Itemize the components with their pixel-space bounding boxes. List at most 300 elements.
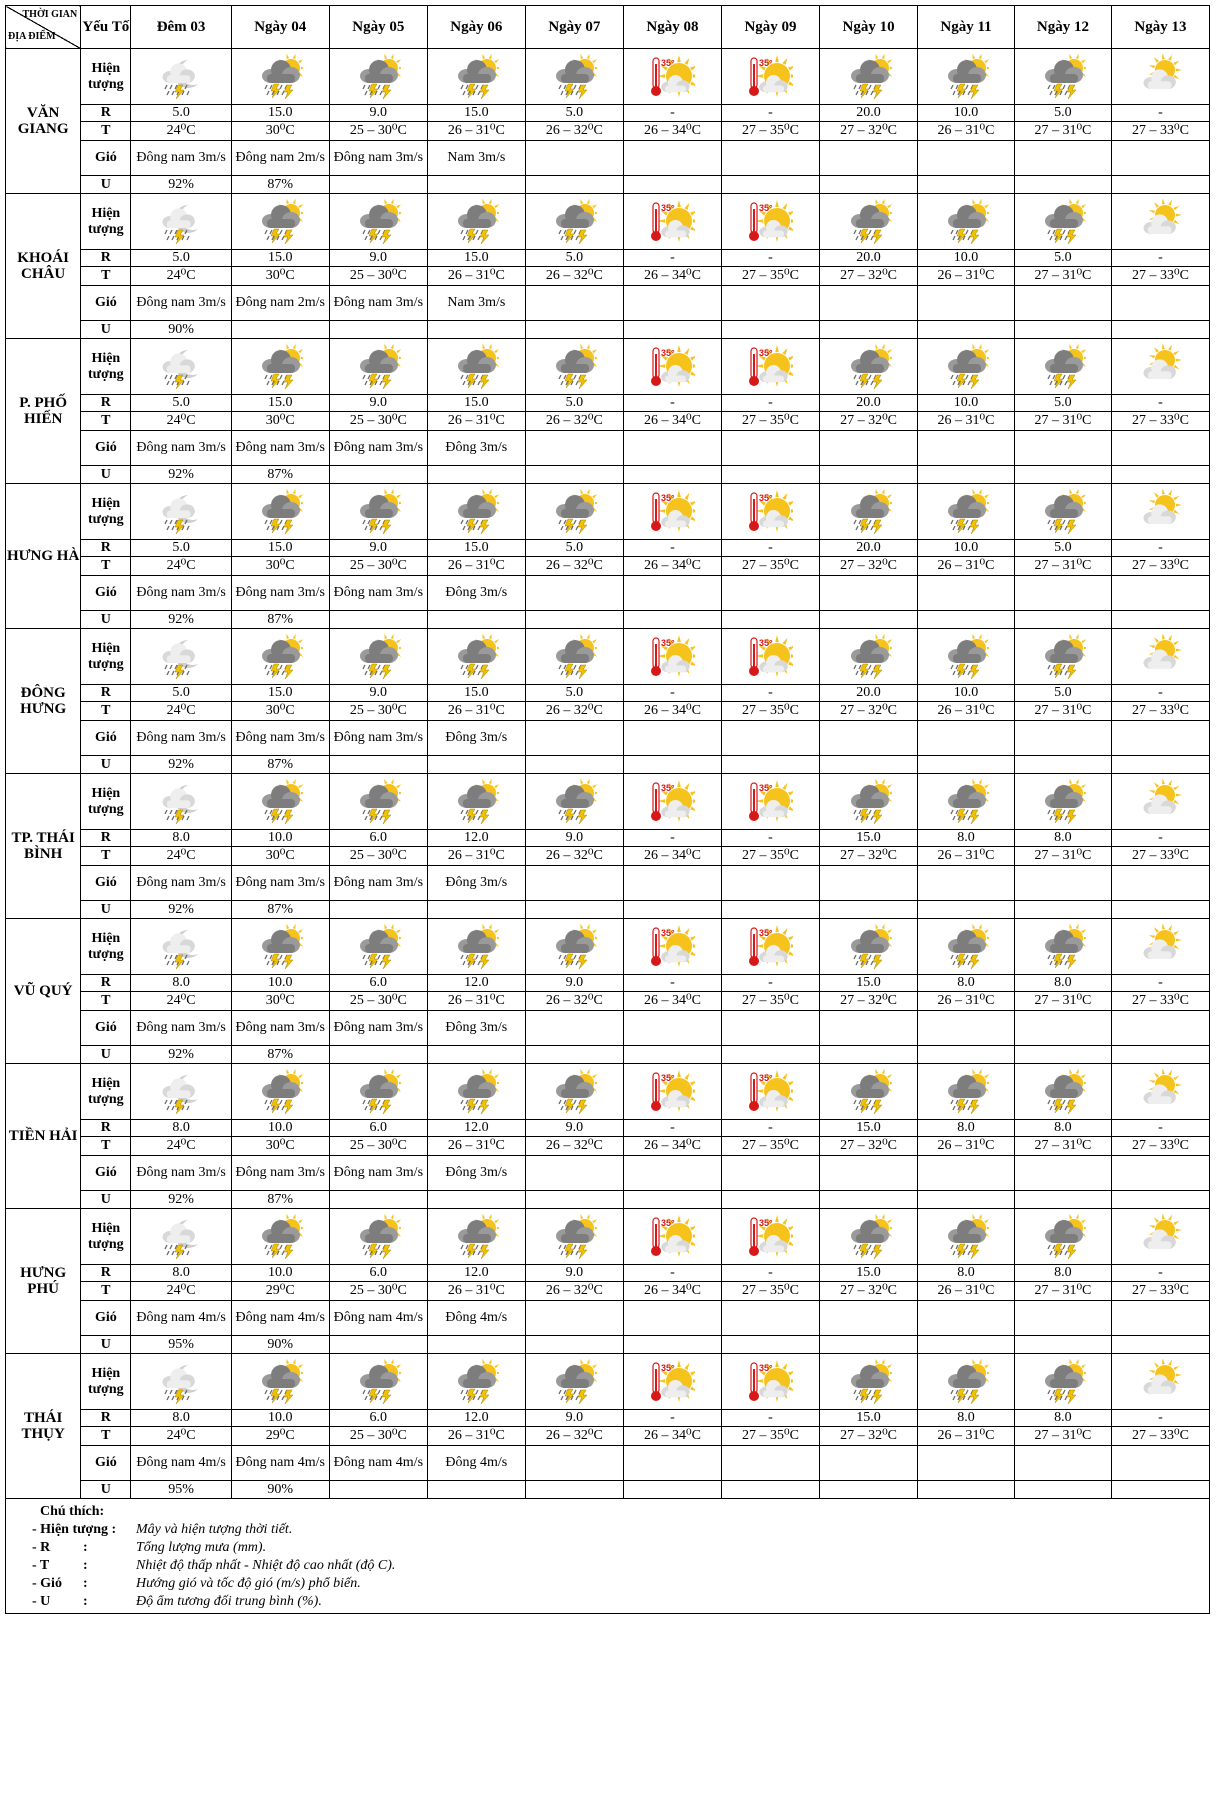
wind-value: Đông nam 4m/s xyxy=(131,1446,231,1481)
humidity-value xyxy=(820,176,918,194)
temp-value: 27 – 35⁰C xyxy=(721,412,819,431)
hot-sun-35-icon xyxy=(649,1069,695,1115)
humidity-value xyxy=(329,1191,427,1209)
wind-value xyxy=(918,1156,1015,1191)
svg-text:35°: 35° xyxy=(661,347,676,358)
rain-value: 8.0 xyxy=(1014,830,1111,847)
thunderstorm-icon xyxy=(355,779,401,825)
factor-u: U xyxy=(81,1191,131,1209)
legend-key xyxy=(32,1557,136,1575)
header-day: Ngày 05 xyxy=(329,6,427,49)
wind-row xyxy=(6,1446,1210,1481)
legend-description: Mây và hiện tượng thời tiết. xyxy=(136,1522,293,1537)
night-cloud-showers-icon xyxy=(158,1069,204,1115)
humidity-value xyxy=(1014,466,1111,484)
temp-value: 25 – 30⁰C xyxy=(329,847,427,866)
location-name: HƯNG PHÚ xyxy=(6,1209,81,1354)
svg-text:35°: 35° xyxy=(759,57,774,68)
legend-key-text: - Hiện tượng xyxy=(32,1522,109,1537)
temp-value: 26 – 31⁰C xyxy=(427,557,525,576)
wind-row xyxy=(6,1156,1210,1191)
temp-value: 27 – 35⁰C xyxy=(721,702,819,721)
wind-value: Đông nam 3m/s xyxy=(231,431,329,466)
factor-t: T xyxy=(81,412,131,431)
humidity-value xyxy=(1111,176,1209,194)
svg-text:35°: 35° xyxy=(759,1362,774,1373)
wind-value xyxy=(525,1011,623,1046)
rain-value: 15.0 xyxy=(231,685,329,702)
rain-value: 6.0 xyxy=(329,1120,427,1137)
thunderstorm-icon xyxy=(257,344,303,390)
rain-value: - xyxy=(1111,540,1209,557)
weather-icon-cell xyxy=(721,194,819,250)
thunderstorm-icon xyxy=(355,924,401,970)
weather-icon-cell xyxy=(820,194,918,250)
temp-value: 26 – 31⁰C xyxy=(918,412,1015,431)
phenomenon-row xyxy=(6,1209,1210,1265)
wind-value xyxy=(623,866,721,901)
svg-text:35°: 35° xyxy=(661,492,676,503)
temp-value: 26 – 34⁰C xyxy=(623,122,721,141)
rain-value: - xyxy=(1111,1410,1209,1427)
temp-value: 26 – 31⁰C xyxy=(918,702,1015,721)
thunderstorm-icon xyxy=(453,1359,499,1405)
weather-icon-cell xyxy=(918,774,1015,830)
humidity-value xyxy=(525,756,623,774)
weather-icon-cell xyxy=(329,774,427,830)
wind-value xyxy=(525,141,623,176)
temp-value: 26 – 32⁰C xyxy=(525,122,623,141)
humidity-value xyxy=(918,1046,1015,1064)
factor-r: R xyxy=(81,540,131,557)
temp-value: 27 – 33⁰C xyxy=(1111,557,1209,576)
factor-wind: Gió xyxy=(81,721,131,756)
temp-row xyxy=(6,847,1210,866)
temp-value: 27 – 32⁰C xyxy=(820,557,918,576)
temp-value: 25 – 30⁰C xyxy=(329,992,427,1011)
rain-value: 9.0 xyxy=(329,395,427,412)
rain-value: - xyxy=(721,975,819,992)
rain-value: 8.0 xyxy=(131,1120,231,1137)
factor-r: R xyxy=(81,1265,131,1282)
thunderstorm-icon xyxy=(846,924,892,970)
rain-value: 6.0 xyxy=(329,1410,427,1427)
humidity-row xyxy=(6,611,1210,629)
temp-value: 30⁰C xyxy=(231,122,329,141)
rain-value: 8.0 xyxy=(131,1410,231,1427)
rain-value: 9.0 xyxy=(329,540,427,557)
wind-value: Đông nam 3m/s xyxy=(231,1011,329,1046)
header-day: Ngày 04 xyxy=(231,6,329,49)
weather-icon-cell xyxy=(131,1354,231,1410)
legend-description: Độ ẩm tương đối trung bình (%). xyxy=(136,1594,322,1609)
thunderstorm-icon xyxy=(1040,489,1086,535)
phenomenon-row xyxy=(6,49,1210,105)
phenomenon-row xyxy=(6,1064,1210,1120)
factor-t: T xyxy=(81,267,131,286)
thunderstorm-icon xyxy=(551,54,597,100)
humidity-value xyxy=(1014,321,1111,339)
factor-phenomenon: Hiện tượng xyxy=(81,1064,131,1120)
humidity-value: 92% xyxy=(131,611,231,629)
weather-icon-cell xyxy=(427,1354,525,1410)
wind-value xyxy=(721,721,819,756)
factor-u: U xyxy=(81,176,131,194)
legend xyxy=(5,1499,1210,1614)
thunderstorm-icon xyxy=(1040,199,1086,245)
temp-row xyxy=(6,702,1210,721)
thunderstorm-icon xyxy=(846,1359,892,1405)
humidity-value xyxy=(721,1191,819,1209)
weather-icon-cell xyxy=(721,1209,819,1265)
thunderstorm-icon xyxy=(943,1069,989,1115)
wind-value xyxy=(525,286,623,321)
thunderstorm-icon xyxy=(551,779,597,825)
humidity-value xyxy=(525,1191,623,1209)
weather-icon-cell xyxy=(131,774,231,830)
wind-value: Đông 3m/s xyxy=(427,866,525,901)
legend-separator: : xyxy=(111,1522,117,1537)
header-day: Ngày 11 xyxy=(918,6,1015,49)
thunderstorm-icon xyxy=(846,489,892,535)
wind-value xyxy=(721,431,819,466)
humidity-value xyxy=(525,611,623,629)
weather-icon-cell xyxy=(525,774,623,830)
factor-phenomenon: Hiện tượng xyxy=(81,1209,131,1265)
weather-icon-cell xyxy=(820,484,918,540)
hot-sun-35-icon xyxy=(747,54,793,100)
wind-value xyxy=(721,576,819,611)
rain-value: 20.0 xyxy=(820,105,918,122)
wind-value: Đông nam 3m/s xyxy=(329,576,427,611)
thunderstorm-icon xyxy=(453,1214,499,1260)
humidity-value: 95% xyxy=(131,1336,231,1354)
humidity-value xyxy=(623,1336,721,1354)
rain-value: 5.0 xyxy=(525,250,623,267)
temp-value: 27 – 32⁰C xyxy=(820,1282,918,1301)
humidity-value xyxy=(721,466,819,484)
rain-row xyxy=(6,250,1210,267)
svg-text:35°: 35° xyxy=(759,347,774,358)
rain-value: 5.0 xyxy=(525,685,623,702)
rain-row xyxy=(6,685,1210,702)
thunderstorm-icon xyxy=(551,634,597,680)
phenomenon-row xyxy=(6,919,1210,975)
wind-row xyxy=(6,1301,1210,1336)
weather-icon-cell xyxy=(231,194,329,250)
header-time-label: THỜI GIAN xyxy=(22,9,78,20)
wind-value xyxy=(820,1301,918,1336)
temp-value: 26 – 34⁰C xyxy=(623,992,721,1011)
rain-value: 15.0 xyxy=(231,540,329,557)
rain-value: 10.0 xyxy=(231,830,329,847)
weather-icon-cell xyxy=(1111,484,1209,540)
factor-u: U xyxy=(81,901,131,919)
night-cloud-showers-icon xyxy=(158,54,204,100)
humidity-row xyxy=(6,176,1210,194)
rain-value: 15.0 xyxy=(231,105,329,122)
weather-icon-cell xyxy=(623,484,721,540)
weather-icon-cell xyxy=(918,484,1015,540)
thunderstorm-icon xyxy=(257,1359,303,1405)
rain-value: - xyxy=(1111,395,1209,412)
humidity-value: 87% xyxy=(231,466,329,484)
rain-value: 8.0 xyxy=(1014,975,1111,992)
weather-icon-cell xyxy=(623,194,721,250)
temp-value: 24⁰C xyxy=(131,412,231,431)
wind-value xyxy=(623,576,721,611)
rain-value: - xyxy=(1111,685,1209,702)
rain-value: - xyxy=(721,830,819,847)
wind-value: Đông nam 3m/s xyxy=(231,866,329,901)
temp-value: 26 – 34⁰C xyxy=(623,557,721,576)
rain-value: 9.0 xyxy=(329,250,427,267)
svg-text:35°: 35° xyxy=(759,492,774,503)
wind-value: Đông 4m/s xyxy=(427,1446,525,1481)
temp-row xyxy=(6,1282,1210,1301)
weather-icon-cell xyxy=(231,919,329,975)
humidity-value xyxy=(427,466,525,484)
wind-value xyxy=(623,1301,721,1336)
rain-row xyxy=(6,1265,1210,1282)
rain-row xyxy=(6,1410,1210,1427)
weather-icon-cell xyxy=(820,1354,918,1410)
temp-value: 27 – 35⁰C xyxy=(721,122,819,141)
wind-value xyxy=(623,1156,721,1191)
humidity-row xyxy=(6,1191,1210,1209)
wind-row xyxy=(6,141,1210,176)
temp-value: 30⁰C xyxy=(231,992,329,1011)
humidity-value xyxy=(721,1481,819,1499)
humidity-value xyxy=(329,1046,427,1064)
rain-value: 8.0 xyxy=(131,830,231,847)
factor-t: T xyxy=(81,1137,131,1156)
thunderstorm-icon xyxy=(355,54,401,100)
temp-value: 24⁰C xyxy=(131,557,231,576)
thunderstorm-icon xyxy=(551,344,597,390)
humidity-value xyxy=(1111,1046,1209,1064)
header-day: Ngày 08 xyxy=(623,6,721,49)
night-cloud-showers-icon xyxy=(158,1359,204,1405)
header-place-label: ĐỊA ĐIỂM xyxy=(8,31,56,42)
weather-icon-cell xyxy=(427,484,525,540)
factor-u: U xyxy=(81,756,131,774)
temp-value: 26 – 32⁰C xyxy=(525,412,623,431)
humidity-value xyxy=(820,321,918,339)
rain-row xyxy=(6,540,1210,557)
temp-value: 24⁰C xyxy=(131,992,231,1011)
weather-icon-cell xyxy=(525,1064,623,1120)
weather-icon-cell xyxy=(231,484,329,540)
wind-value xyxy=(820,721,918,756)
wind-row xyxy=(6,721,1210,756)
wind-value xyxy=(918,1301,1015,1336)
humidity-value xyxy=(623,1481,721,1499)
thunderstorm-icon xyxy=(846,779,892,825)
weather-icon-cell xyxy=(1014,629,1111,685)
humidity-value xyxy=(623,1191,721,1209)
rain-value: 5.0 xyxy=(131,540,231,557)
factor-phenomenon: Hiện tượng xyxy=(81,49,131,105)
legend-items xyxy=(32,1521,1209,1611)
wind-value xyxy=(721,1446,819,1481)
rain-value: - xyxy=(721,1265,819,1282)
wind-value: Đông nam 3m/s xyxy=(329,286,427,321)
weather-icon-cell xyxy=(329,339,427,395)
wind-value: Đông 3m/s xyxy=(427,1011,525,1046)
temp-value: 27 – 31⁰C xyxy=(1014,1137,1111,1156)
thunderstorm-icon xyxy=(453,344,499,390)
wind-value xyxy=(1014,1446,1111,1481)
thunderstorm-icon xyxy=(551,924,597,970)
wind-value xyxy=(918,141,1015,176)
humidity-value xyxy=(525,1481,623,1499)
rain-value: 5.0 xyxy=(525,540,623,557)
wind-value: Đông nam 3m/s xyxy=(131,431,231,466)
wind-value xyxy=(1111,576,1209,611)
weather-icon-cell xyxy=(721,339,819,395)
weather-icon-cell xyxy=(525,919,623,975)
humidity-value xyxy=(427,1481,525,1499)
weather-icon-cell xyxy=(1014,919,1111,975)
wind-value xyxy=(525,576,623,611)
wind-value xyxy=(1111,1011,1209,1046)
wind-value: Đông 3m/s xyxy=(427,1156,525,1191)
humidity-value xyxy=(918,321,1015,339)
thunderstorm-icon xyxy=(943,924,989,970)
rain-value: - xyxy=(1111,250,1209,267)
thunderstorm-icon xyxy=(453,54,499,100)
location-name: KHOÁI CHÂU xyxy=(6,194,81,339)
humidity-value xyxy=(918,611,1015,629)
sun-behind-cloud-icon xyxy=(1137,1069,1183,1115)
factor-wind: Gió xyxy=(81,1301,131,1336)
rain-row xyxy=(6,1120,1210,1137)
location-name: VŨ QUÝ xyxy=(6,919,81,1064)
temp-value: 27 – 33⁰C xyxy=(1111,702,1209,721)
temp-value: 30⁰C xyxy=(231,412,329,431)
humidity-row xyxy=(6,1481,1210,1499)
temp-row xyxy=(6,992,1210,1011)
hot-sun-35-icon xyxy=(649,54,695,100)
factor-wind: Gió xyxy=(81,866,131,901)
weather-icon-cell xyxy=(329,194,427,250)
temp-value: 24⁰C xyxy=(131,122,231,141)
factor-u: U xyxy=(81,466,131,484)
thunderstorm-icon xyxy=(1040,1359,1086,1405)
weather-icon-cell xyxy=(131,919,231,975)
legend-key xyxy=(32,1521,136,1539)
wind-value xyxy=(1111,141,1209,176)
humidity-value xyxy=(1111,1336,1209,1354)
thunderstorm-icon xyxy=(846,54,892,100)
header-day: Ngày 06 xyxy=(427,6,525,49)
weather-icon-cell xyxy=(918,629,1015,685)
thunderstorm-icon xyxy=(846,1214,892,1260)
rain-value: 15.0 xyxy=(820,1120,918,1137)
humidity-value xyxy=(1014,176,1111,194)
rain-value: 15.0 xyxy=(427,540,525,557)
wind-value xyxy=(1014,576,1111,611)
weather-icon-cell xyxy=(231,1354,329,1410)
temp-value: 25 – 30⁰C xyxy=(329,702,427,721)
humidity-value xyxy=(525,466,623,484)
temp-value: 27 – 33⁰C xyxy=(1111,267,1209,286)
weather-icon-cell xyxy=(427,919,525,975)
humidity-value xyxy=(525,1046,623,1064)
temp-value: 27 – 32⁰C xyxy=(820,1427,918,1446)
night-cloud-showers-icon xyxy=(158,344,204,390)
night-cloud-showers-icon xyxy=(158,634,204,680)
rain-value: - xyxy=(623,395,721,412)
temp-value: 25 – 30⁰C xyxy=(329,1282,427,1301)
weather-icon-cell xyxy=(427,194,525,250)
humidity-value xyxy=(1111,321,1209,339)
temp-value: 27 – 35⁰C xyxy=(721,1282,819,1301)
weather-icon-cell xyxy=(918,919,1015,975)
wind-value xyxy=(1014,1301,1111,1336)
rain-value: 12.0 xyxy=(427,1120,525,1137)
rain-value: 9.0 xyxy=(525,830,623,847)
header-day: Ngày 07 xyxy=(525,6,623,49)
phenomenon-row xyxy=(6,339,1210,395)
weather-icon-cell xyxy=(525,484,623,540)
thunderstorm-icon xyxy=(355,1359,401,1405)
humidity-value xyxy=(329,901,427,919)
humidity-value xyxy=(1014,1191,1111,1209)
thunderstorm-icon xyxy=(257,489,303,535)
wind-value xyxy=(721,1301,819,1336)
hot-sun-35-icon xyxy=(747,1214,793,1260)
thunderstorm-icon xyxy=(257,924,303,970)
temp-value: 27 – 31⁰C xyxy=(1014,847,1111,866)
thunderstorm-icon xyxy=(551,1069,597,1115)
temp-value: 27 – 32⁰C xyxy=(820,992,918,1011)
wind-value: Nam 3m/s xyxy=(427,286,525,321)
rain-value: 15.0 xyxy=(427,250,525,267)
humidity-value xyxy=(1014,1336,1111,1354)
humidity-value xyxy=(623,321,721,339)
weather-icon-cell xyxy=(131,1209,231,1265)
humidity-value xyxy=(721,611,819,629)
rain-value: 20.0 xyxy=(820,685,918,702)
rain-value: 5.0 xyxy=(131,250,231,267)
temp-value: 27 – 33⁰C xyxy=(1111,992,1209,1011)
weather-icon-cell xyxy=(820,629,918,685)
svg-text:35°: 35° xyxy=(759,202,774,213)
weather-icon-cell xyxy=(329,1209,427,1265)
svg-text:35°: 35° xyxy=(661,927,676,938)
rain-value: 8.0 xyxy=(918,975,1015,992)
rain-value: 15.0 xyxy=(820,1410,918,1427)
wind-value xyxy=(721,1011,819,1046)
temp-value: 26 – 31⁰C xyxy=(918,1427,1015,1446)
wind-value xyxy=(1014,141,1111,176)
weather-icon-cell xyxy=(1111,1064,1209,1120)
weather-icon-cell xyxy=(623,774,721,830)
weather-icon-cell xyxy=(1014,1209,1111,1265)
svg-text:35°: 35° xyxy=(759,1217,774,1228)
factor-r: R xyxy=(81,395,131,412)
wind-row xyxy=(6,576,1210,611)
weather-icon-cell xyxy=(623,1064,721,1120)
weather-icon-cell xyxy=(820,1209,918,1265)
temp-row xyxy=(6,1427,1210,1446)
temp-value: 27 – 31⁰C xyxy=(1014,557,1111,576)
humidity-value xyxy=(918,1191,1015,1209)
hot-sun-35-icon xyxy=(747,924,793,970)
temp-value: 26 – 34⁰C xyxy=(623,847,721,866)
